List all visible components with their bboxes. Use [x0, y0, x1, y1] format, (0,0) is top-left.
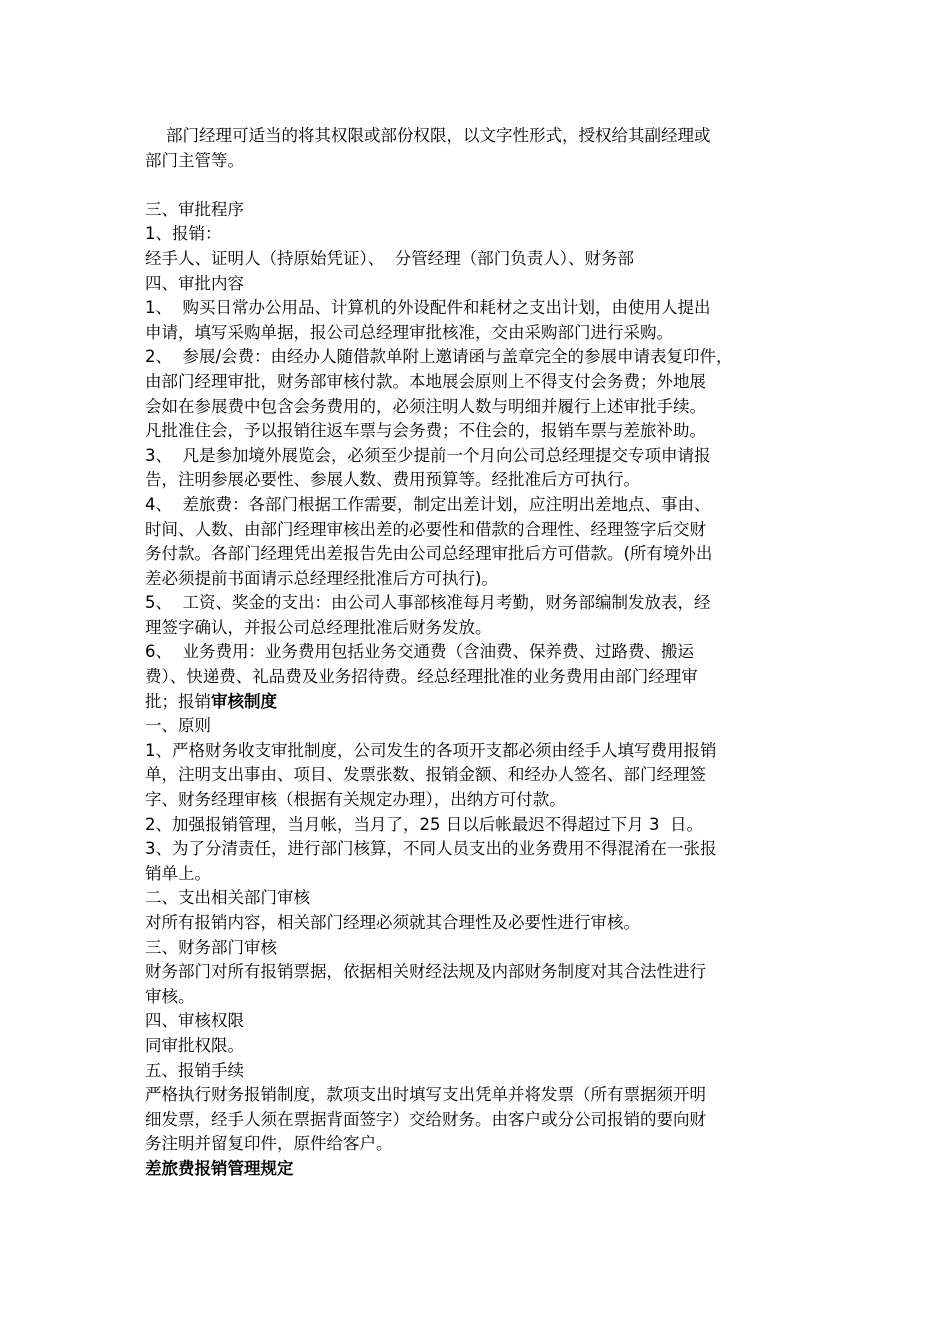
approval-sub-reimbursement: 1、报销：: [145, 224, 222, 244]
paragraph-spacer: [145, 173, 805, 198]
principle-line: 1、严格财务收支审批制度，公司发生的各项开支都必须由经手人填写费用报销: [145, 740, 717, 760]
section-heading-principle: 一、原则: [145, 716, 211, 736]
section-heading-finance-audit: 三、财务部门审核: [145, 937, 277, 957]
approval-item-line: 凡批准住会，予以报销往返车票与会务费；不住会的，报销车票与差旅补助。: [145, 421, 706, 441]
approval-item-line: 申请，填写采购单据，报公司总经理审批核准，交由采购部门进行采购。: [145, 322, 673, 342]
approval-item-line: 务付款。各部门经理凭出差报告先由公司总经理审批后方可借款。(所有境外出: [145, 544, 713, 564]
section-heading-dept-audit: 二、支出相关部门审核: [145, 888, 310, 908]
section-heading-approval-content: 四、审批内容: [145, 273, 244, 293]
dept-audit-text: 对所有报销内容，相关部门经理必须就其合理性及必要性进行审核。: [145, 913, 640, 932]
approval-item-line: 1、 购买日常办公用品、计算机的外设配件和耗材之支出计划，由使用人提出: [145, 298, 711, 318]
principle-line: 销单上。: [145, 863, 211, 883]
procedure-line: 务注明并留复印件，原件给客户。: [145, 1134, 393, 1154]
approval-item-line: 由部门经理审批，财务部审核付款。本地展会原则上不得支付会务费；外地展: [145, 371, 706, 391]
approval-item-line: 差必须提前书面请示总经理经批准后方可执行)。: [145, 568, 498, 588]
approval-item-line: 时间、人数、由部门经理审核出差的必要性和借款的合理性、经理签字后交财: [145, 519, 706, 539]
document-page: [145, 124, 805, 1182]
audit-authority-text: 同审批权限。: [145, 1035, 244, 1055]
section-title-travel-expense: 差旅费报销管理规定: [145, 1158, 294, 1178]
approval-last-prefix: 批；报销: [145, 691, 211, 711]
principle-line: 字、财务经理审核（根据有关规定办理），出纳方可付款。: [145, 790, 566, 810]
approval-item-line: 会如在参展费中包含会务费用的，必须注明人数与明细并履行上述审批手续。: [145, 396, 706, 416]
approval-item-line: 2、 参展/会费：由经办人随借款单附上邀请函与盖章完全的参展申请表复印件，: [145, 347, 733, 367]
intro-line-2: 部门主管等。: [145, 150, 244, 170]
intro-line-1: 部门经理可适当的将其权限或部份权限，以文字性形式，授权给其副经理或: [145, 126, 711, 145]
section-heading-audit-authority: 四、审核权限: [145, 1011, 244, 1031]
approval-item-line: 6、 业务费用：业务费用包括业务交通费（含油费、保养费、过路费、搬运: [145, 642, 694, 662]
approval-item-line: 费）、快递费、礼品费及业务招待费。经总经理批准的业务费用由部门经理审: [145, 667, 698, 687]
finance-audit-line: 财务部门对所有报销票据，依据相关财经法规及内部财务制度对其合法性进行: [145, 962, 706, 982]
section-heading-reimbursement-procedure: 五、报销手续: [145, 1060, 244, 1080]
approval-item-line: 5、 工资、奖金的支出：由公司人事部核准每月考勤，财务部编制发放表，经: [145, 593, 711, 613]
principle-line: 2、加强报销管理，当月帐，当月了，25 日以后帐最迟不得超过下月 3 日。: [145, 814, 703, 834]
principle-line: 3、为了分清责任，进行部门核算，不同人员支出的业务费用不得混淆在一张报: [145, 839, 717, 859]
approval-item-line: 3、 凡是参加境外展览会，必须至少提前一个月向公司总经理提交专项申请报: [145, 445, 711, 465]
section-title-audit-system: 审核制度: [211, 691, 277, 711]
procedure-line: 严格执行财务报销制度，款项支出时填写支出凭单并将发票（所有票据须开明: [145, 1085, 706, 1105]
approval-item-line: 理签字确认，并报公司总经理批准后财务发放。: [145, 617, 492, 637]
section-heading-approval-procedure: 三、审批程序: [145, 199, 244, 219]
finance-audit-line: 审核。: [145, 986, 195, 1006]
approval-last-line: [145, 690, 805, 715]
approval-item-line: 4、 差旅费：各部门根据工作需要，制定出差计划，应注明出差地点、事由、: [145, 494, 711, 514]
approval-flow: 经手人、证明人（持原始凭证）、 分管经理（部门负责人）、财务部: [145, 248, 634, 268]
procedure-line: 细发票，经手人须在票据背面签字）交给财务。由客户或分公司报销的要向财: [145, 1109, 706, 1129]
principle-line: 单，注明支出事由、项目、发票张数、报销金额、和经办人签名、部门经理签: [145, 765, 706, 785]
approval-item-line: 告，注明参展必要性、参展人数、费用预算等。经批准后方可执行。: [145, 470, 640, 490]
